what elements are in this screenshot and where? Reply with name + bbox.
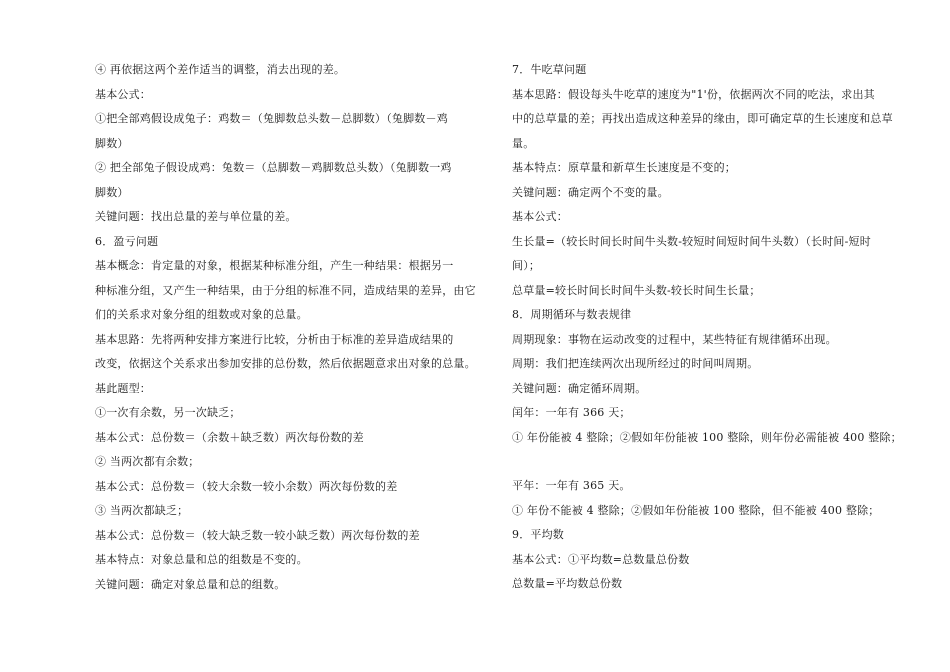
- text-line: 间）；: [512, 259, 541, 272]
- text-line: 脚数）: [95, 136, 129, 150]
- text-line: 改变，依据这个关系求出参加安排的总份数，然后依据题意求出对象的总量。: [95, 357, 476, 370]
- text-line: ①把全部鸡假设成兔子：鸡数＝（兔脚数总头数－总脚数）（兔脚数－鸡: [95, 112, 448, 125]
- text-line: 量。: [512, 136, 535, 150]
- text-line: 生长量=（较长时间长时间牛头数-较短时间短时间牛头数）（长时间-短时: [512, 234, 871, 248]
- section-heading: 7．牛吃草问题: [512, 63, 587, 76]
- left-column: [95, 58, 476, 597]
- text-line: 基此题型：: [95, 381, 151, 395]
- text-line: ② 当两次都有余数；: [95, 455, 200, 468]
- text-line: 关键问题：确定对象总量和总的组数。: [95, 577, 286, 591]
- text-line: ① 年份不能被 4 整除；②假如年份能被 100 整除，但不能被 400 整除；: [512, 503, 880, 517]
- text-line: 总草量=较长时间长时间牛头数-较长时间生长量；: [512, 283, 761, 297]
- section-heading: 9．平均数: [512, 528, 564, 541]
- text-line: ① 年份能被 4 整除；②假如年份能被 100 整除，则年份必需能被 400 整除；: [512, 430, 902, 444]
- text-line: 基本公式：总份数＝（余数＋缺乏数）两次每份数的差: [95, 430, 364, 444]
- text-line: 中的总草量的差；再找出造成这种差异的缘由，即可确定草的生长速度和总草: [512, 112, 893, 125]
- text-line: 关键问题：找出总量的差与单位量的差。: [95, 210, 297, 223]
- text-line: 周期现象：事物在运动改变的过程中，某些特征有规律循环出现。: [512, 332, 837, 346]
- text-line: 基本概念：肯定量的对象，根据某种标准分组，产生一种结果：根据另一: [95, 259, 454, 272]
- text-line: 基本公式：总份数＝（较大缺乏数一较小缺乏数）两次每份数的差: [95, 528, 420, 542]
- text-line: ③ 当两次都缺乏；: [95, 504, 189, 517]
- section-heading: 8．周期循环与数表规律: [512, 308, 632, 321]
- text-line: 基本思路：假设每头牛吃草的速度为"1'份，依据两次不同的吃法，求出其: [512, 87, 875, 101]
- text-line: ①一次有余数，另一次缺乏；: [95, 406, 241, 419]
- text-line: 关键问题：确定循环周期。: [512, 381, 647, 395]
- text-line: 闰年：一年有 366 天；: [512, 406, 631, 419]
- right-column: [512, 58, 902, 597]
- text-line: 脚数）: [95, 185, 129, 199]
- text-line: ④ 再依据这两个差作适当的调整，消去出现的差。: [95, 63, 346, 76]
- section-heading: 6．盈亏问题: [95, 234, 159, 248]
- text-line: 种标准分组，又产生一种结果，由于分组的标准不同，造成结果的差异，由它: [95, 283, 476, 297]
- text-line: 基本公式：: [95, 87, 151, 101]
- text-line: 平年：一年有 365 天。: [512, 479, 631, 492]
- text-line: 关键问题：确定两个不变的量。: [512, 185, 669, 199]
- text-line: 基本公式：①平均数=总数量总份数: [512, 552, 690, 566]
- text-line: 基本特点：对象总量和总的组数是不变的。: [95, 553, 308, 566]
- text-line: ② 把全部兔子假设成鸡：兔数＝（总脚数－鸡脚数总头数）（兔脚数一鸡: [95, 161, 452, 174]
- text-line: 基本特点：原草量和新草生长速度是不变的；: [512, 161, 736, 174]
- text-line: 基本公式：总份数＝（较大余数一较小余数）两次每份数的差: [95, 479, 398, 493]
- text-line: 基本公式：: [512, 210, 568, 223]
- text-line: 们的关系求对象分组的组数或对象的总量。: [95, 308, 308, 321]
- blank-gap: [512, 450, 880, 474]
- text-line: 基本思路：先将两种安排方案进行比较，分析由于标准的差异造成结果的: [95, 332, 454, 346]
- text-line: 总数量=平均数总份数: [512, 577, 623, 590]
- text-line: 周期：我们把连续两次出现所经过的时间叫周期。: [512, 357, 759, 370]
